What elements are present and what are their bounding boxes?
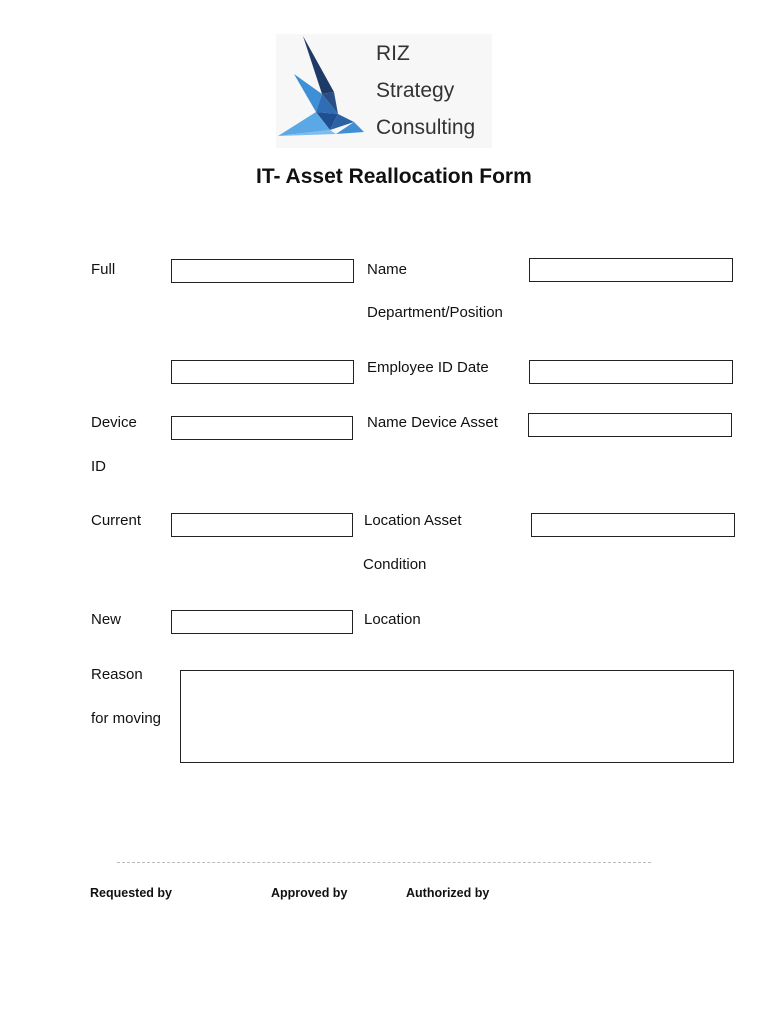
label-full: Full [91,261,116,278]
authorized-by-label: Authorized by [406,886,490,900]
label-device: Device [91,414,137,431]
date-input[interactable] [529,360,733,384]
device-name-input[interactable] [171,416,353,440]
label-reason: Reason [91,666,143,683]
company-logo [276,34,492,148]
label-department-position: Department/Position [367,304,503,321]
logo-text-consulting: Consulting [376,116,476,139]
label-id: ID [91,458,106,475]
label-current: Current [91,512,142,529]
logo-text-strategy: Strategy [376,79,455,102]
device-asset-id-input[interactable] [528,413,732,437]
label-location: Location [364,611,421,628]
label-name: Name [367,261,408,278]
new-location-input[interactable] [171,610,353,634]
label-for-moving: for moving [91,710,162,727]
label-employee-id-date: Employee ID Date [367,359,489,376]
full-name-input[interactable] [171,259,354,283]
label-new: New [91,611,122,628]
logo-text-riz: RIZ [376,42,410,65]
reason-for-moving-textarea[interactable] [180,670,734,763]
requested-by-label: Requested by [90,886,172,900]
signature-divider [117,862,651,863]
label-name-device-asset: Name Device Asset [367,414,498,431]
label-condition: Condition [363,556,427,573]
employee-id-input[interactable] [171,360,354,384]
asset-condition-input[interactable] [531,513,735,537]
department-position-input[interactable] [529,258,733,282]
label-location-asset: Location Asset [364,512,462,529]
form-title: IT- Asset Reallocation Form [256,165,532,188]
approved-by-label: Approved by [271,886,348,900]
bird-logo-icon [276,34,376,148]
current-location-input[interactable] [171,513,353,537]
